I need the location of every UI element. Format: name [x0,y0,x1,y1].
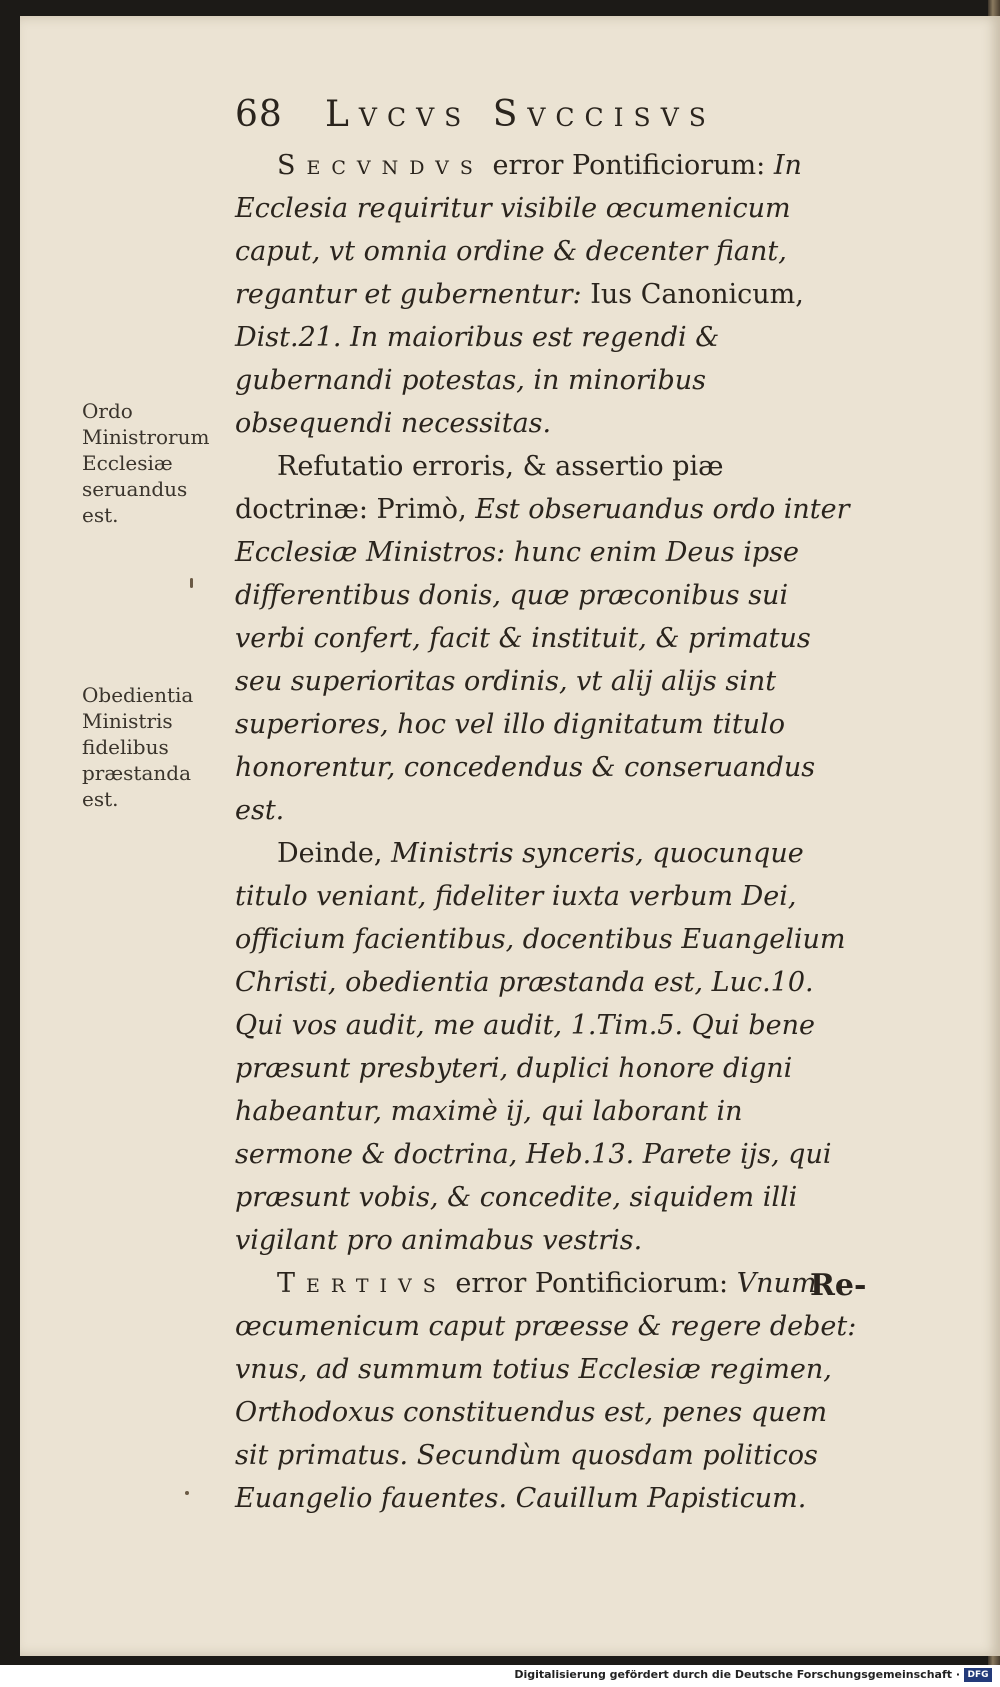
paragraph-tertius-error [235,1262,860,1520]
paragraph-text: error Pontificiorum: [483,150,774,181]
running-head [235,94,855,135]
paragraph-deinde [235,832,860,1262]
book-page [20,16,1000,1656]
paragraph-text: error Pontificiorum: [446,1268,737,1299]
paragraph-text: Deinde, [277,838,392,869]
italic-text: Dist.21. In maioribus est regendi & gubernandi potestas, in minoribus obsequendi necessitas. [235,322,720,439]
margin-note-ordo: Ordo Ministrorum Ecclesiæ seruandus est. [82,399,210,527]
dfg-logo-icon: DFG [964,1668,992,1682]
small-caps-lead: Secvndvs [277,150,484,181]
small-caps-lead: Tertivs [277,1268,447,1299]
italic-text: Vnum œcumenicum caput præesse & regere debet: vnus, ad summum totius Ecclesiæ regimen, Orthodoxus constituendus est, penes quem sit primatus. Secundùm quosdam politicos Euangelio fauentes. Cauillum Papisticum. [235,1268,857,1514]
paragraph-refutatio [235,445,860,832]
margin-note-obedientia: Obedientia Ministris fidelibus præstanda est. [82,683,194,811]
running-title: Lvcvs Svccisvs [325,94,716,135]
page-number: 68 [235,94,283,135]
ink-spot [185,1491,189,1495]
italic-text: Ministris synceris, quocunque titulo veniant, fideliter iuxta verbum Dei, officium facientibus, docentibus Euangelium Christi, obedientia præstanda est, Luc.10. Qui vos audit, me audit, 1.Tim.5. Qui bene præsunt presbyteri, duplici honore digni habeantur, maximè ij, qui laborant in sermone & doctrina, Heb.13. Parete ijs, qui præsunt vobis, & concedite, siquidem illi vigilant pro animabus vestris. [235,838,846,1256]
catchword: Re- [810,1268,867,1303]
italic-text: Est obseruandus ordo inter Ecclesiæ Ministros: hunc enim Deus ipse differentibus donis, quæ præconibus sui verbi confert, facit & instituit, & primatus seu superioritas ordinis, vt alij alijs sint superiores, hoc vel illo dignitatum titulo honorentur, concedendus & conseruandus est. [235,494,850,826]
digitization-footer [0,1665,1000,1687]
citation-text: Ius Canonicum, [590,279,804,310]
italic-text: In Ecclesia requiritur visibile œcumenicum caput, vt omnia ordine & decenter fiant, regantur et gubernentur: [235,150,802,310]
main-text [235,144,860,1520]
footer-credit: Digitalisierung gefördert durch die Deutsche Forschungsgemeinschaft · [514,1668,960,1681]
paragraph-text: Refutatio erroris, & assertio piæ doctrinæ: Primò, [235,451,724,525]
paragraph-secundus-error [235,144,860,445]
ink-mark [190,578,193,588]
